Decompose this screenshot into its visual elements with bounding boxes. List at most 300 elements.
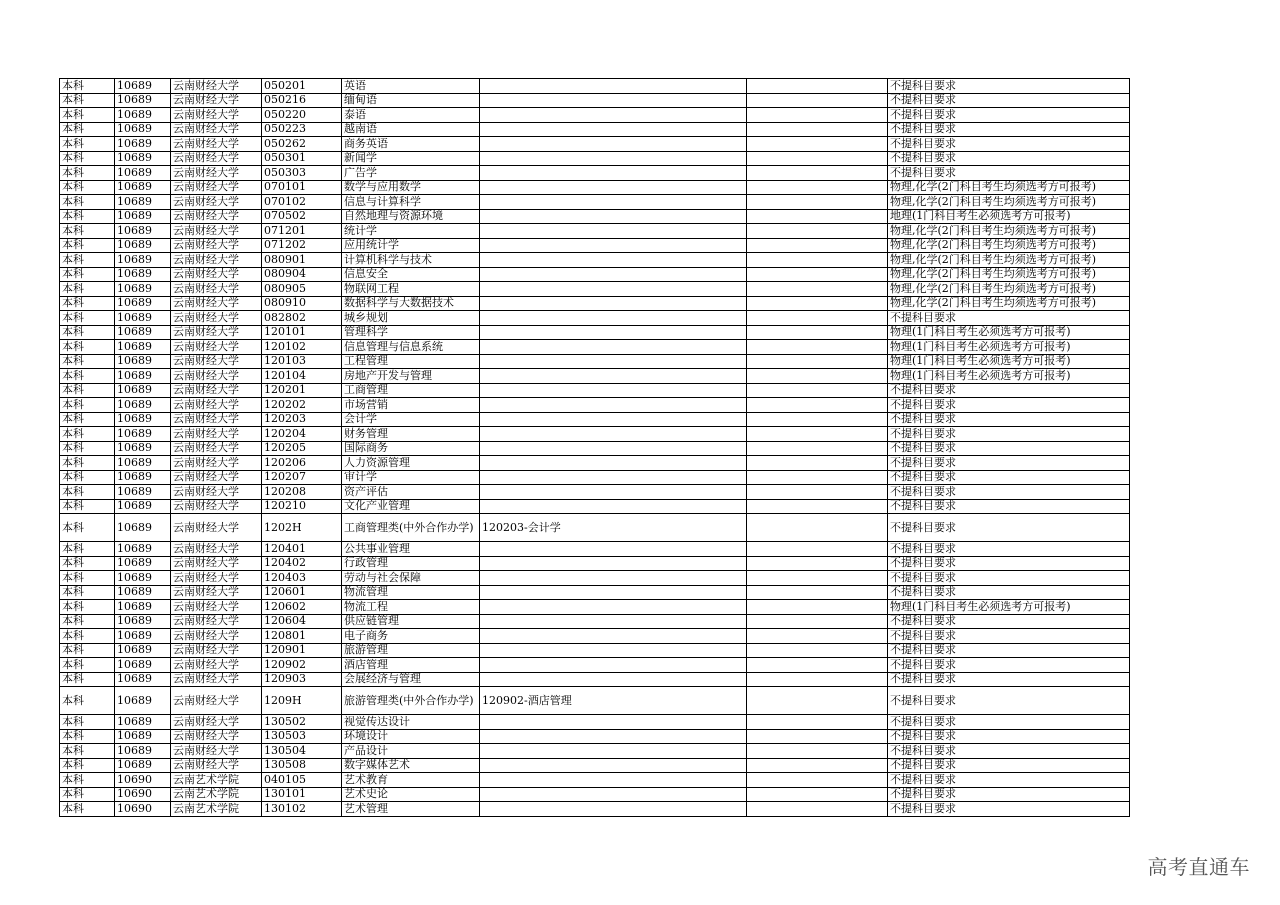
major-code-cell: 120903 — [262, 672, 342, 687]
major-name-cell: 行政管理 — [342, 556, 480, 571]
subject-requirement-cell: 物理,化学(2门科目考生均须选考方可报考) — [888, 180, 1130, 195]
sub-major-cell — [480, 629, 747, 644]
major-code-cell: 050216 — [262, 93, 342, 108]
major-name-cell: 会展经济与管理 — [342, 672, 480, 687]
table-row — [60, 542, 1130, 557]
major-code-cell: 120901 — [262, 643, 342, 658]
remark-cell — [747, 658, 888, 673]
sub-major-cell — [480, 340, 747, 355]
school-name-cell: 云南财经大学 — [171, 122, 262, 137]
subject-requirement-cell: 物理,化学(2门科目考生均须选考方可报考) — [888, 238, 1130, 253]
remark-cell — [747, 485, 888, 500]
school-code-cell: 10689 — [115, 383, 171, 398]
subject-requirement-cell: 不提科目要求 — [888, 658, 1130, 673]
table-row — [60, 383, 1130, 398]
sub-major-cell — [480, 427, 747, 442]
major-name-cell: 工商管理类(中外合作办学) — [342, 514, 480, 542]
subject-requirement-cell: 不提科目要求 — [888, 672, 1130, 687]
table-row — [60, 758, 1130, 773]
major-name-cell: 泰语 — [342, 108, 480, 123]
subject-requirement-cell: 物理,化学(2门科目考生均须选考方可报考) — [888, 267, 1130, 282]
major-code-cell: 050262 — [262, 137, 342, 152]
sub-major-cell — [480, 122, 747, 137]
remark-cell — [747, 296, 888, 311]
major-code-cell: 120601 — [262, 585, 342, 600]
school-name-cell: 云南财经大学 — [171, 556, 262, 571]
school-code-cell: 10689 — [115, 556, 171, 571]
major-code-cell: 120203 — [262, 412, 342, 427]
school-name-cell: 云南财经大学 — [171, 151, 262, 166]
table-row — [60, 108, 1130, 123]
table-row — [60, 470, 1130, 485]
major-name-cell: 统计学 — [342, 224, 480, 239]
remark-cell — [747, 629, 888, 644]
subject-requirement-cell: 不提科目要求 — [888, 398, 1130, 413]
remark-cell — [747, 224, 888, 239]
level-cell: 本科 — [60, 456, 115, 471]
school-name-cell: 云南财经大学 — [171, 195, 262, 210]
school-code-cell: 10689 — [115, 296, 171, 311]
major-code-cell: 080905 — [262, 282, 342, 297]
table-row — [60, 354, 1130, 369]
major-code-cell: 120402 — [262, 556, 342, 571]
school-name-cell: 云南财经大学 — [171, 238, 262, 253]
major-name-cell: 艺术管理 — [342, 802, 480, 817]
major-name-cell: 计算机科学与技术 — [342, 253, 480, 268]
sub-major-cell — [480, 166, 747, 181]
level-cell: 本科 — [60, 325, 115, 340]
table-row — [60, 514, 1130, 542]
school-code-cell: 10689 — [115, 600, 171, 615]
sub-major-cell — [480, 744, 747, 759]
school-name-cell: 云南财经大学 — [171, 571, 262, 586]
major-code-cell: 080904 — [262, 267, 342, 282]
sub-major-cell — [480, 499, 747, 514]
subject-requirement-cell: 地理(1门科目考生必须选考方可报考) — [888, 209, 1130, 224]
level-cell: 本科 — [60, 600, 115, 615]
subject-requirement-cell: 不提科目要求 — [888, 166, 1130, 181]
sub-major-cell — [480, 542, 747, 557]
major-name-cell: 电子商务 — [342, 629, 480, 644]
table-row — [60, 787, 1130, 802]
level-cell: 本科 — [60, 166, 115, 181]
school-name-cell: 云南艺术学院 — [171, 773, 262, 788]
sub-major-cell — [480, 600, 747, 615]
remark-cell — [747, 93, 888, 108]
level-cell: 本科 — [60, 658, 115, 673]
remark-cell — [747, 600, 888, 615]
subject-requirement-cell: 物理,化学(2门科目考生均须选考方可报考) — [888, 195, 1130, 210]
level-cell: 本科 — [60, 427, 115, 442]
major-name-cell: 会计学 — [342, 412, 480, 427]
school-name-cell: 云南财经大学 — [171, 456, 262, 471]
major-code-cell: 120101 — [262, 325, 342, 340]
remark-cell — [747, 773, 888, 788]
school-name-cell: 云南财经大学 — [171, 108, 262, 123]
school-name-cell: 云南财经大学 — [171, 224, 262, 239]
school-name-cell: 云南财经大学 — [171, 282, 262, 297]
remark-cell — [747, 571, 888, 586]
major-code-cell: 050201 — [262, 79, 342, 94]
sub-major-cell — [480, 79, 747, 94]
school-name-cell: 云南财经大学 — [171, 715, 262, 730]
sub-major-cell — [480, 108, 747, 123]
major-code-cell: 120207 — [262, 470, 342, 485]
remark-cell — [747, 209, 888, 224]
table-row — [60, 499, 1130, 514]
sub-major-cell — [480, 758, 747, 773]
level-cell: 本科 — [60, 729, 115, 744]
subject-requirement-cell: 不提科目要求 — [888, 499, 1130, 514]
table-row — [60, 209, 1130, 224]
major-name-cell: 市场营销 — [342, 398, 480, 413]
subject-requirement-cell: 不提科目要求 — [888, 556, 1130, 571]
sub-major-cell — [480, 715, 747, 730]
level-cell: 本科 — [60, 93, 115, 108]
sub-major-cell — [480, 180, 747, 195]
major-name-cell: 信息安全 — [342, 267, 480, 282]
table-row — [60, 180, 1130, 195]
remark-cell — [747, 470, 888, 485]
school-code-cell: 10689 — [115, 79, 171, 94]
major-name-cell: 信息与计算科学 — [342, 195, 480, 210]
remark-cell — [747, 108, 888, 123]
level-cell: 本科 — [60, 773, 115, 788]
sub-major-cell: 120203-会计学 — [480, 514, 747, 542]
school-name-cell: 云南财经大学 — [171, 600, 262, 615]
school-name-cell: 云南财经大学 — [171, 340, 262, 355]
school-name-cell: 云南财经大学 — [171, 729, 262, 744]
level-cell: 本科 — [60, 514, 115, 542]
school-name-cell: 云南财经大学 — [171, 267, 262, 282]
remark-cell — [747, 340, 888, 355]
school-code-cell: 10689 — [115, 166, 171, 181]
sub-major-cell — [480, 412, 747, 427]
subject-requirement-cell: 物理,化学(2门科目考生均须选考方可报考) — [888, 253, 1130, 268]
school-name-cell: 云南财经大学 — [171, 542, 262, 557]
sub-major-cell — [480, 643, 747, 658]
major-code-cell: 050220 — [262, 108, 342, 123]
level-cell: 本科 — [60, 311, 115, 326]
major-code-cell: 082802 — [262, 311, 342, 326]
school-name-cell: 云南财经大学 — [171, 311, 262, 326]
remark-cell — [747, 311, 888, 326]
level-cell: 本科 — [60, 485, 115, 500]
major-name-cell: 房地产开发与管理 — [342, 369, 480, 384]
school-code-cell: 10689 — [115, 369, 171, 384]
subject-requirement-cell: 不提科目要求 — [888, 629, 1130, 644]
remark-cell — [747, 267, 888, 282]
level-cell: 本科 — [60, 412, 115, 427]
subject-requirement-cell: 物理(1门科目考生必须选考方可报考) — [888, 325, 1130, 340]
major-code-cell: 120902 — [262, 658, 342, 673]
table-row — [60, 687, 1130, 715]
subject-requirement-cell: 物理,化学(2门科目考生均须选考方可报考) — [888, 282, 1130, 297]
school-name-cell: 云南财经大学 — [171, 209, 262, 224]
sub-major-cell — [480, 282, 747, 297]
major-name-cell: 资产评估 — [342, 485, 480, 500]
major-name-cell: 商务英语 — [342, 137, 480, 152]
remark-cell — [747, 585, 888, 600]
school-code-cell: 10689 — [115, 325, 171, 340]
subject-requirement-cell: 不提科目要求 — [888, 758, 1130, 773]
table-row — [60, 614, 1130, 629]
major-name-cell: 数据科学与大数据技术 — [342, 296, 480, 311]
major-name-cell: 旅游管理 — [342, 643, 480, 658]
subject-requirement-cell: 不提科目要求 — [888, 729, 1130, 744]
table-row — [60, 79, 1130, 94]
level-cell: 本科 — [60, 715, 115, 730]
table-row — [60, 93, 1130, 108]
level-cell: 本科 — [60, 340, 115, 355]
table-body — [60, 79, 1130, 817]
major-name-cell: 劳动与社会保障 — [342, 571, 480, 586]
level-cell: 本科 — [60, 253, 115, 268]
major-name-cell: 审计学 — [342, 470, 480, 485]
school-name-cell: 云南财经大学 — [171, 137, 262, 152]
major-name-cell: 产品设计 — [342, 744, 480, 759]
major-code-cell: 120801 — [262, 629, 342, 644]
table-row — [60, 412, 1130, 427]
level-cell: 本科 — [60, 672, 115, 687]
remark-cell — [747, 427, 888, 442]
level-cell: 本科 — [60, 224, 115, 239]
school-code-cell: 10690 — [115, 787, 171, 802]
table-row — [60, 398, 1130, 413]
sub-major-cell — [480, 456, 747, 471]
level-cell: 本科 — [60, 122, 115, 137]
school-code-cell: 10689 — [115, 137, 171, 152]
subject-requirement-cell: 不提科目要求 — [888, 441, 1130, 456]
sub-major-cell — [480, 571, 747, 586]
major-code-cell: 120201 — [262, 383, 342, 398]
level-cell: 本科 — [60, 585, 115, 600]
subject-requirement-cell: 不提科目要求 — [888, 744, 1130, 759]
school-code-cell: 10689 — [115, 412, 171, 427]
school-code-cell: 10689 — [115, 658, 171, 673]
sub-major-cell — [480, 658, 747, 673]
subject-requirement-cell: 不提科目要求 — [888, 643, 1130, 658]
school-code-cell: 10689 — [115, 514, 171, 542]
major-name-cell: 城乡规划 — [342, 311, 480, 326]
subject-requirement-cell: 不提科目要求 — [888, 802, 1130, 817]
subject-requirement-cell: 不提科目要求 — [888, 412, 1130, 427]
sub-major-cell — [480, 369, 747, 384]
table-row — [60, 629, 1130, 644]
remark-cell — [747, 643, 888, 658]
major-name-cell: 公共事业管理 — [342, 542, 480, 557]
sub-major-cell — [480, 93, 747, 108]
level-cell: 本科 — [60, 282, 115, 297]
remark-cell — [747, 542, 888, 557]
school-code-cell: 10689 — [115, 441, 171, 456]
subject-requirement-cell: 不提科目要求 — [888, 311, 1130, 326]
level-cell: 本科 — [60, 571, 115, 586]
level-cell: 本科 — [60, 238, 115, 253]
school-name-cell: 云南财经大学 — [171, 758, 262, 773]
school-code-cell: 10689 — [115, 340, 171, 355]
school-name-cell: 云南财经大学 — [171, 658, 262, 673]
subject-requirement-cell: 物理,化学(2门科目考生均须选考方可报考) — [888, 296, 1130, 311]
sub-major-cell — [480, 485, 747, 500]
school-code-cell: 10689 — [115, 209, 171, 224]
subject-requirement-cell: 不提科目要求 — [888, 585, 1130, 600]
remark-cell — [747, 499, 888, 514]
school-code-cell: 10689 — [115, 499, 171, 514]
school-code-cell: 10690 — [115, 802, 171, 817]
school-code-cell: 10689 — [115, 687, 171, 715]
major-code-cell: 120403 — [262, 571, 342, 586]
table-row — [60, 238, 1130, 253]
major-name-cell: 英语 — [342, 79, 480, 94]
sub-major-cell — [480, 267, 747, 282]
school-name-cell: 云南财经大学 — [171, 253, 262, 268]
major-code-cell: 120204 — [262, 427, 342, 442]
subject-requirement-cell: 物理(1门科目考生必须选考方可报考) — [888, 600, 1130, 615]
major-name-cell: 环境设计 — [342, 729, 480, 744]
school-name-cell: 云南财经大学 — [171, 470, 262, 485]
school-name-cell: 云南财经大学 — [171, 79, 262, 94]
major-code-cell: 071202 — [262, 238, 342, 253]
level-cell: 本科 — [60, 108, 115, 123]
major-name-cell: 管理科学 — [342, 325, 480, 340]
major-name-cell: 人力资源管理 — [342, 456, 480, 471]
school-code-cell: 10689 — [115, 282, 171, 297]
school-name-cell: 云南财经大学 — [171, 687, 262, 715]
table-row — [60, 369, 1130, 384]
school-code-cell: 10689 — [115, 354, 171, 369]
major-code-cell: 080901 — [262, 253, 342, 268]
school-name-cell: 云南财经大学 — [171, 514, 262, 542]
table-row — [60, 802, 1130, 817]
sub-major-cell — [480, 556, 747, 571]
subject-requirement-cell: 不提科目要求 — [888, 470, 1130, 485]
school-name-cell: 云南财经大学 — [171, 614, 262, 629]
table-row — [60, 485, 1130, 500]
sub-major-cell: 120902-酒店管理 — [480, 687, 747, 715]
school-code-cell: 10689 — [115, 93, 171, 108]
sub-major-cell — [480, 470, 747, 485]
sub-major-cell — [480, 383, 747, 398]
sub-major-cell — [480, 354, 747, 369]
major-name-cell: 酒店管理 — [342, 658, 480, 673]
level-cell: 本科 — [60, 542, 115, 557]
table-row — [60, 282, 1130, 297]
remark-cell — [747, 195, 888, 210]
remark-cell — [747, 180, 888, 195]
remark-cell — [747, 758, 888, 773]
level-cell: 本科 — [60, 180, 115, 195]
level-cell: 本科 — [60, 369, 115, 384]
major-code-cell: 120205 — [262, 441, 342, 456]
table-row — [60, 325, 1130, 340]
sub-major-cell — [480, 787, 747, 802]
table-row — [60, 311, 1130, 326]
table-row — [60, 571, 1130, 586]
table-row — [60, 744, 1130, 759]
school-name-cell: 云南财经大学 — [171, 485, 262, 500]
school-name-cell: 云南财经大学 — [171, 744, 262, 759]
sub-major-cell — [480, 151, 747, 166]
major-code-cell: 040105 — [262, 773, 342, 788]
sub-major-cell — [480, 802, 747, 817]
level-cell: 本科 — [60, 267, 115, 282]
school-name-cell: 云南财经大学 — [171, 180, 262, 195]
remark-cell — [747, 122, 888, 137]
subject-requirement-cell: 物理(1门科目考生必须选考方可报考) — [888, 369, 1130, 384]
remark-cell — [747, 787, 888, 802]
school-name-cell: 云南财经大学 — [171, 585, 262, 600]
major-name-cell: 旅游管理类(中外合作办学) — [342, 687, 480, 715]
school-code-cell: 10689 — [115, 715, 171, 730]
table-row — [60, 441, 1130, 456]
major-code-cell: 1202H — [262, 514, 342, 542]
school-name-cell: 云南财经大学 — [171, 325, 262, 340]
school-code-cell: 10689 — [115, 108, 171, 123]
sub-major-cell — [480, 296, 747, 311]
table-row — [60, 427, 1130, 442]
subject-requirement-cell: 不提科目要求 — [888, 427, 1130, 442]
major-code-cell: 120210 — [262, 499, 342, 514]
subject-requirement-cell: 不提科目要求 — [888, 151, 1130, 166]
remark-cell — [747, 441, 888, 456]
school-name-cell: 云南财经大学 — [171, 672, 262, 687]
major-name-cell: 缅甸语 — [342, 93, 480, 108]
sub-major-cell — [480, 195, 747, 210]
major-name-cell: 新闻学 — [342, 151, 480, 166]
major-code-cell: 120102 — [262, 340, 342, 355]
remark-cell — [747, 253, 888, 268]
sub-major-cell — [480, 672, 747, 687]
school-code-cell: 10689 — [115, 729, 171, 744]
school-code-cell: 10689 — [115, 585, 171, 600]
remark-cell — [747, 412, 888, 427]
subject-requirement-cell: 物理,化学(2门科目考生均须选考方可报考) — [888, 224, 1130, 239]
table-row — [60, 729, 1130, 744]
subject-requirement-cell: 不提科目要求 — [888, 383, 1130, 398]
school-code-cell: 10689 — [115, 643, 171, 658]
subject-requirement-cell: 不提科目要求 — [888, 93, 1130, 108]
major-code-cell: 130502 — [262, 715, 342, 730]
table-row — [60, 600, 1130, 615]
table-row — [60, 456, 1130, 471]
major-code-cell: 120103 — [262, 354, 342, 369]
level-cell: 本科 — [60, 758, 115, 773]
major-name-cell: 工程管理 — [342, 354, 480, 369]
major-code-cell: 130503 — [262, 729, 342, 744]
major-name-cell: 数学与应用数学 — [342, 180, 480, 195]
watermark-text: 高考直通车 — [1147, 855, 1250, 879]
school-name-cell: 云南财经大学 — [171, 398, 262, 413]
remark-cell — [747, 729, 888, 744]
remark-cell — [747, 514, 888, 542]
level-cell: 本科 — [60, 499, 115, 514]
school-name-cell: 云南财经大学 — [171, 441, 262, 456]
table-row — [60, 658, 1130, 673]
table-row — [60, 585, 1130, 600]
level-cell: 本科 — [60, 195, 115, 210]
remark-cell — [747, 398, 888, 413]
sub-major-cell — [480, 209, 747, 224]
school-name-cell: 云南财经大学 — [171, 629, 262, 644]
level-cell: 本科 — [60, 614, 115, 629]
remark-cell — [747, 166, 888, 181]
school-code-cell: 10689 — [115, 571, 171, 586]
table-row — [60, 195, 1130, 210]
major-code-cell: 120604 — [262, 614, 342, 629]
table-row — [60, 166, 1130, 181]
school-name-cell: 云南财经大学 — [171, 354, 262, 369]
